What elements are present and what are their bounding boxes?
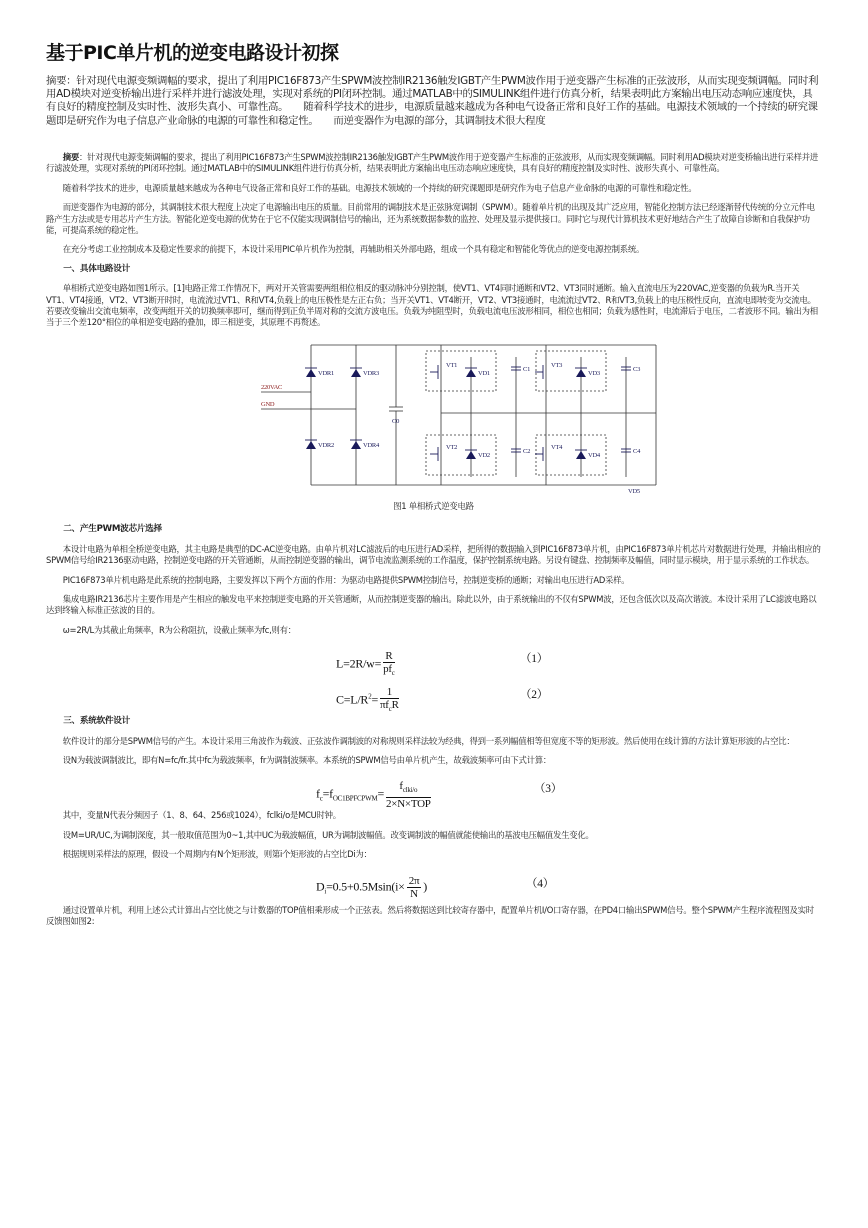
eq1-denominator: pf xyxy=(383,663,392,676)
paragraph-10: 设N为载波调制波比，即有N=fc/fr.其中fc为载波频率，fr为调制波频率。本系统的SPWM信号由单片机产生，故载波频率可由下式计算： xyxy=(62,754,551,765)
paragraph-7: 集成电路IR2136芯片主要作用是产生相应的触发电平来控制逆变电路的开关管通断，从而控制逆变器的输出。除此以外，由于系统输出的不仅有SPWM波，还包含低次以及高次谐波。本设计采用了LC滤波电路以达到终输入标准正弦波的目的。 xyxy=(46,593,817,616)
label-vt3: VT3 xyxy=(551,361,563,369)
equation-4 xyxy=(46,869,821,903)
section-heading-2: 二、产生PWM波芯片选择 xyxy=(63,524,162,535)
eq2-numerator: 1 xyxy=(380,686,399,699)
eq3-denominator: 2×N×TOP xyxy=(385,797,431,810)
label-vdr2: VDR2 xyxy=(318,441,334,449)
equation-2 xyxy=(46,680,821,714)
label-vt2: VT2 xyxy=(446,443,458,451)
label-vd1: VD1 xyxy=(478,369,490,377)
label-vd2: VD2 xyxy=(478,451,490,459)
equation-1 xyxy=(46,644,821,678)
label-vd5: VD5 xyxy=(628,487,640,495)
equation-3 xyxy=(46,774,821,808)
label-vdr3: VDR3 xyxy=(363,369,379,377)
eq2-lhs: C=L/R xyxy=(336,692,369,707)
paragraph-11: 其中，变量N代表分频因子（1、8、64、256或1024），fclki/o是MCU时钟。 xyxy=(62,810,341,821)
page-title: 基于PIC单片机的逆变电路设计初探 xyxy=(46,42,339,64)
paragraph-1: 随着科学技术的进步，电源质量越来越成为各种电气设备正常和良好工作的基础。电源技术领域的一个持续的研究课题即是研究作为电子信息产业命脉的电源的可靠性和稳定性。 xyxy=(62,182,697,193)
eq2-number: （2） xyxy=(520,689,548,702)
eq4-lhs: D xyxy=(316,878,325,893)
paragraph-4: 单相桥式逆变电路如图1所示。[1]电路正常工作情况下，两对开关管需要两组相位相反的驱动脉冲分别控制，使VT1、VT4同时通断和VT2、VT3同时通断。输入直流电压为220VAC,逆变器的负载为R.当开关VT1、VT4接通，VT2、VT3断开时时，电流流过VT1、R和VT4,负载上的电压极性是左正右负；当开关VT1、VT4断开，VT2、VT3接通时，电流流过VT2、R和VT3,负载上的电压极性反向，直流电即转变为交流电。若要改变输出交流电频率，改变两组开关的切换频率即可，继而得到正负半周对称的交流方波电压。负载为纯阻型时，负载电流电压波形相同，相位也相同；负载为感性时，电流滞后于电压，二者波形不同。输出为相当于三个差120°相位的单相逆变电路的叠加，即三相逆变，其原理不再赘述。 xyxy=(46,283,818,328)
abstract-label: 摘要 xyxy=(62,152,80,162)
circuit-diagram xyxy=(46,337,821,499)
eq3-f: f xyxy=(316,786,320,801)
label-c4: C4 xyxy=(633,447,641,455)
eq3-numerator-sub: clki/o xyxy=(402,786,418,795)
eq4-number: （4） xyxy=(526,877,554,890)
paragraph-9: 软件设计的部分是SPWM信号的产生。本设计采用三角波作为载波、正弦波作调制波的对称规则采样法较为经典，得到一系列幅值相等但宽度不等的矩形波。然后使用在线计算的方法计算矩形波的占空比： xyxy=(62,735,795,746)
eq1-number: （1） xyxy=(520,653,548,666)
label-vdr4: VDR4 xyxy=(363,441,379,449)
label-c3: C3 xyxy=(633,365,641,373)
label-c2: C2 xyxy=(523,447,531,455)
label-input: 220VAC xyxy=(261,383,283,391)
eq3-number: （3） xyxy=(534,783,562,796)
label-gnd: GND xyxy=(261,400,275,408)
eq4-sub: i xyxy=(324,887,327,896)
label-c1: C1 xyxy=(523,365,531,373)
eq3-sub: OC1BPFCPWM xyxy=(332,795,378,804)
eq3-equals-2: = xyxy=(377,786,384,801)
eq2-denominator-sub: c xyxy=(388,705,392,714)
label-vt4: VT4 xyxy=(551,443,563,451)
paragraph-6: PIC16F873单片机电路是此系统的控制电路，主要发挥以下两个方面的作用：为驱动电路提供SPWM控制信号，控制逆变桥的通断；对输出电压进行AD采样。 xyxy=(62,574,630,585)
eq4-denominator: N xyxy=(410,887,418,900)
label-vd3: VD3 xyxy=(588,369,600,377)
label-vdr1: VDR1 xyxy=(318,369,334,377)
paragraph-12: 设M=UR/UC,为调制深度，其一般取值范围为0~1,其中UC为载波幅值，UR为调制波幅值。改变调制波的幅值就能使输出的基波电压幅值发生变化。 xyxy=(62,829,594,840)
eq3-f-sub: c xyxy=(319,795,323,804)
summary-text: 摘要：针对现代电源变频调幅的要求，提出了利用PIC16F873产生SPWM波控制IR2136触发IGBT产生PWM波作用于逆变器产生标准的正弦波形，从而实现变频调幅。同时利用AD模块对逆变桥输出进行采样并进行滤波处理，实现对系统的PI闭环控制。通过MATLAB中的SIMULINK组件进行仿真分析，结果表明此方案输出电压动态响应速度快，具有良好的精度控制及实时性、波形失真小、可靠性高。 随着科学技术的进步，电源质量越来越成为各种电气设备正常和良好工作的基础。电源技术领域的一个持续的研究课题即是研究作为电子信息产业命脉的电源的可靠性和稳定性。 而逆变器作为电源的部分，其调制技术很大程度 xyxy=(46,75,819,127)
section-heading-1: 一、具体电路设计 xyxy=(63,263,130,274)
eq4-rhs: =0.5+0.5Msin(i× xyxy=(326,878,405,893)
eq2-denominator: πf xyxy=(379,699,389,712)
eq1-lhs: L=2R/w= xyxy=(336,656,382,671)
paragraph-2: 而逆变器作为电源的部分，其调制技术很大程度上决定了电源输出电压的质量。目前常用的调制技术是正弦脉宽调制（SPWM）。随着单片机的出现及其广泛应用，智能化控制方法已经逐渐替代传统的分立元件电路产生方法或是专用芯片产生方法。智能化逆变电源的优势在于它不仅能实现调制信号的输出，还为系统数据参数的监控、处理及显示提供接口。同时它与现代计算机技术更好地结合产生了故障自诊断和自我保护功能，可提高系统的稳定性。 xyxy=(46,202,815,236)
eq2-denominator-tail: R xyxy=(391,699,399,712)
abstract-paragraph xyxy=(46,152,821,175)
section-heading-3: 三、系统软件设计 xyxy=(63,716,130,727)
paragraph-13: 根据规则采样法的原理，假设一个周期内有N个矩形波，则第i个矩形波的占空比Di为： xyxy=(62,849,372,860)
paragraph-5: 本设计电路为单相全桥逆变电路，其主电路是典型的DC-AC逆变电路。由单片机对LC滤波后的电压进行AD采样，把所得的数据输入到PIC16F873单片机，由PIC16F873单片机芯片对数据进行处理，并输出相应的SPWM信号给IR2136驱动电路，控制逆变电路的开关管通断，从而控制逆变器的输出，调节电流监测系统的工作温度，保护控制系统电路。另设有键盘、控制频率及幅值，同时显示模块，用于显示系统的工作状态。 xyxy=(46,543,821,566)
eq2-equals: = xyxy=(371,692,378,707)
eq1-denominator-sub: c xyxy=(391,669,395,678)
label-c0: C0 xyxy=(392,417,400,425)
paragraph-14: 通过设置单片机，利用上述公式计算出占空比使之与计数器的TOP值相乘形成一个正弦表。然后将数据送到比较寄存器中，配置单片机I/O口寄存器，在PD4口输出SPWM信号。整个SPWM产生程序流程图及实时反馈图如图2: xyxy=(46,904,814,926)
eq3-numerator: f xyxy=(399,780,403,793)
paragraph-8: ω=2R/L为其截止角频率，R为公称阻抗，设截止频率为fc,则有： xyxy=(62,624,296,635)
abstract-text: ：针对现代电源变频调幅的要求，提出了利用PIC16F873产生SPWM波控制IR2136触发IGBT产生PWM波作用于逆变器产生标准的正弦波形，从而实现变频调幅。同时利用AD模块对逆变桥输出进行采样并进行滤波处理，实现对系统的PI闭环控制。通过MATLAB中的SIMULINK组件进行仿真分析，结果表明此方案输出电压动态响应速度快，具有良好的精度控制及实时性、波形失真小、可靠性高。 xyxy=(46,152,819,174)
eq4-close: ) xyxy=(423,878,427,893)
label-vt1: VT1 xyxy=(446,361,458,369)
eq1-numerator: R xyxy=(383,650,395,663)
eq4-numerator: 2π xyxy=(408,874,420,887)
label-vd4: VD4 xyxy=(588,451,600,459)
eq3-equals: =f xyxy=(322,786,333,801)
paragraph-3: 在充分考虑工业控制成本及稳定性要求的前提下，本设计采用PIC单片机作为控制，再辅助相关外部电路，组成一个具有稳定和智能化等优点的逆变电源控制系统。 xyxy=(62,244,645,255)
eq2-sup: 2 xyxy=(368,692,372,701)
figure-1-caption: 图1 单相桥式逆变电路 xyxy=(393,500,474,511)
article-body xyxy=(46,152,821,935)
